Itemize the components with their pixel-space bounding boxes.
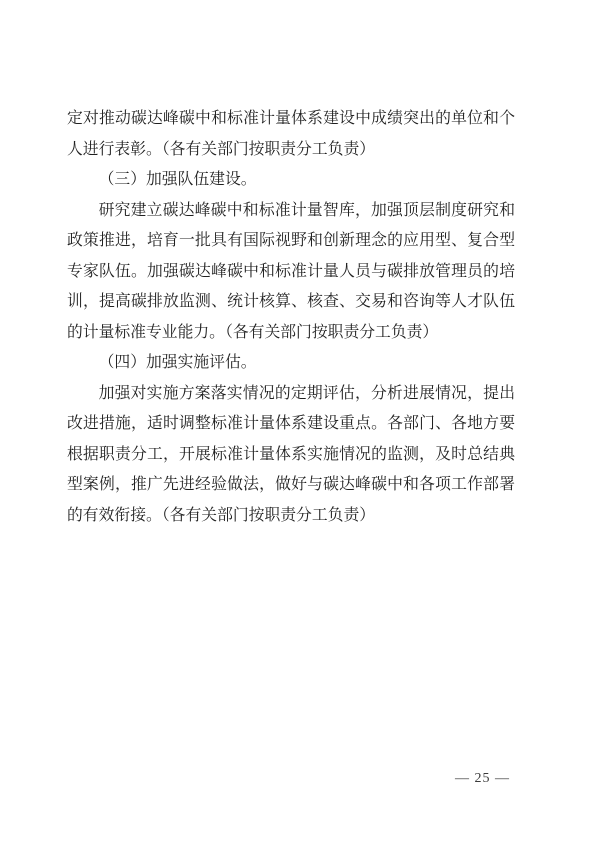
page-number: — 25 — (455, 771, 510, 786)
text-line: 研究建立碳达峰碳中和标准计量智库，加强顶层制度研究和 (98, 201, 515, 219)
text-line: 根据职责分工，开展标准计量体系实施情况的监测，及时总结典 (67, 445, 515, 463)
text-line: 训，提高碳排放监测、统计核算、核查、交易和咨询等人才队伍 (67, 293, 515, 310)
text-line: 型案例，推广先进经验做法，做好与碳达峰碳中和各项工作部署 (67, 476, 515, 493)
text-line: 定对推动碳达峰碳中和标准计量体系建设中成绩突出的单位和个 (67, 110, 515, 127)
text-line: 的计量标准专业能力。（各有关部门按职责分工负责） (67, 323, 439, 341)
text-line: 专家队伍。加强碳达峰碳中和标准计量人员与碳排放管理员的培 (67, 262, 515, 280)
text-line: 加强对实施方案落实情况的定期评估，分析进展情况，提出 (98, 384, 515, 402)
document-body (67, 104, 515, 531)
text-line: 人进行表彰。（各有关部门按职责分工负责） (67, 140, 376, 158)
text-line: 政策推进，培育一批具有国际视野和创新理念的应用型、复合型 (67, 232, 515, 249)
text-line: 改进措施，适时调整标准计量体系建设重点。各部门、各地方要 (67, 415, 515, 432)
text-line: 的有效衔接。（各有关部门按职责分工负责） (67, 506, 376, 524)
section-heading: （四）加强实施评估。 (98, 354, 257, 371)
section-heading: （三）加强队伍建设。 (98, 171, 257, 188)
